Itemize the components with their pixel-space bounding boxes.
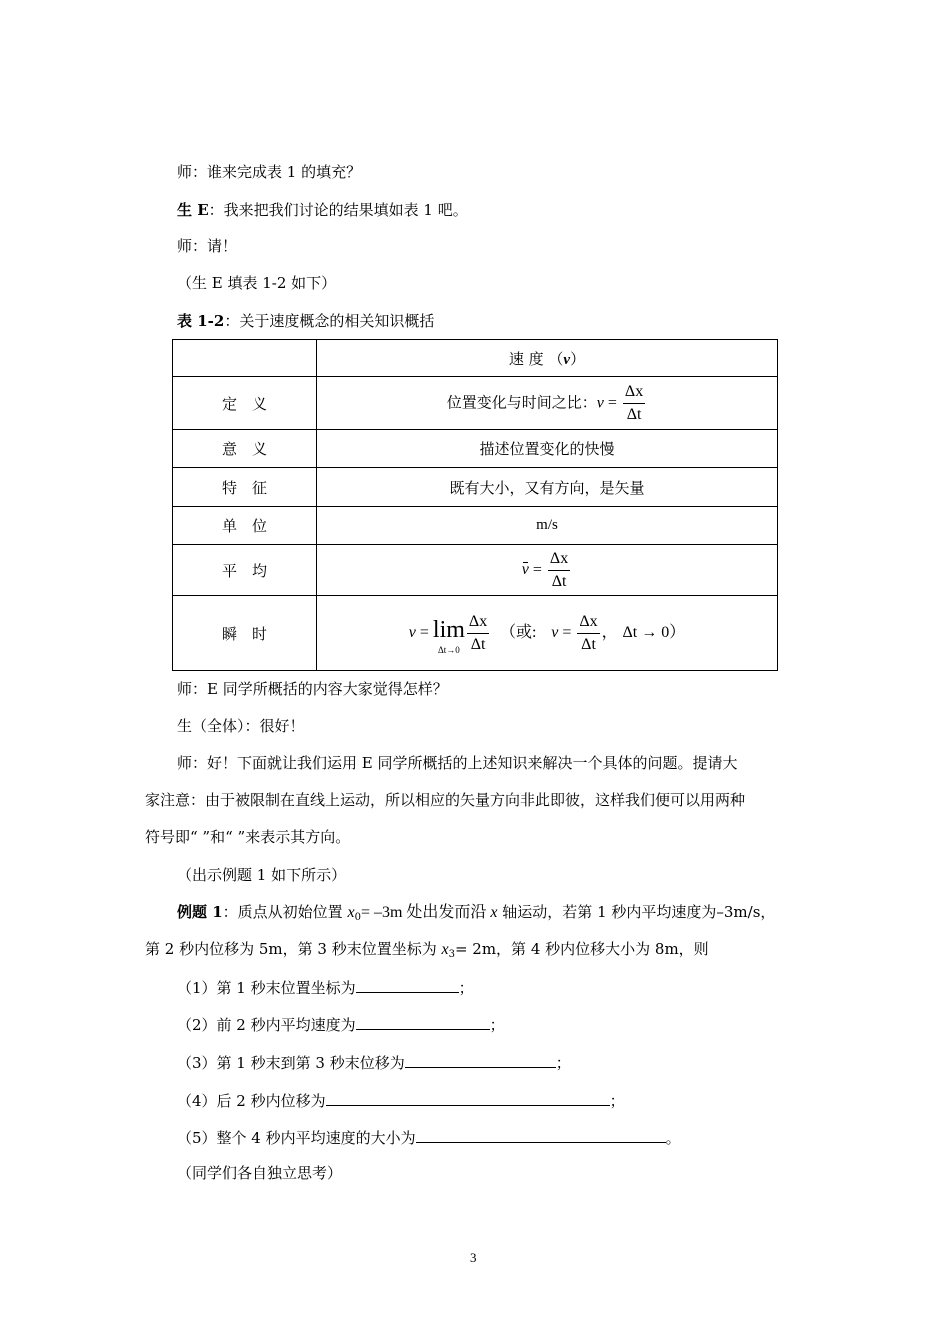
row-content xyxy=(317,545,778,596)
math-eq: = xyxy=(603,394,621,411)
text: 师：E 同学所概括的内容大家觉得怎样？ xyxy=(177,680,448,698)
example-1-line-1 xyxy=(177,902,775,928)
text: 轴运动，若第 1 秒内平均速度为–3m/s， xyxy=(497,903,776,921)
table-row-average xyxy=(173,545,778,596)
answer-blank[interactable] xyxy=(416,1126,666,1143)
table-row-definition xyxy=(173,377,778,430)
question-text: （3）第 1 秒末到第 3 秒末位移为 xyxy=(177,1054,405,1072)
question-4 xyxy=(177,1089,625,1111)
math-subscript: 0 xyxy=(354,912,361,923)
math-v-bar: v xyxy=(521,561,529,578)
caption-text: ：关于速度概念的相关知识概括 xyxy=(224,312,435,330)
punctuation: ； xyxy=(458,979,474,997)
table-caption xyxy=(177,311,434,331)
question-text: （1）第 1 秒末位置坐标为 xyxy=(177,979,356,997)
table-row-instantaneous xyxy=(173,596,778,671)
fraction-dx-dt xyxy=(467,612,489,655)
row-label: 单 位 xyxy=(173,507,317,545)
close-paren: ） xyxy=(669,624,686,641)
row-content: 描述位置变化的快慢 xyxy=(317,430,778,468)
table-row-feature xyxy=(173,468,778,507)
punctuation: ； xyxy=(555,1054,571,1072)
text: 生（全体）：很好！ xyxy=(177,717,305,735)
stage-direction-3 xyxy=(177,1163,342,1183)
denominator: Δt xyxy=(551,572,567,590)
row-label: 定 义 xyxy=(173,377,317,430)
header-velocity-cell xyxy=(317,340,778,377)
fraction-dx-dt xyxy=(548,549,570,592)
numerator: Δx xyxy=(623,382,645,404)
velocity-knowledge-table xyxy=(172,339,778,671)
math-x: x xyxy=(347,904,355,921)
lim-text: lim xyxy=(432,617,465,643)
text: 符号即“ ”和“ ”来表示其方向。 xyxy=(145,828,351,846)
dialogue-line-teacher-2 xyxy=(177,236,237,256)
text: 第 2 秒内位移为 5m，第 3 秒末位置坐标为 xyxy=(145,940,442,958)
row-label: 瞬 时 xyxy=(173,596,317,671)
or-open: （或: xyxy=(500,624,537,641)
header-symbol: v xyxy=(563,351,571,368)
caption-label: 表 1-2 xyxy=(177,312,225,330)
math-v: v xyxy=(596,394,604,411)
text: ：质点从初始位置 xyxy=(222,903,348,921)
punctuation: 。 xyxy=(665,1129,681,1147)
lim-subscript: Δt→0 xyxy=(438,645,460,655)
header-empty-cell xyxy=(173,340,317,377)
math-eq: = xyxy=(415,624,433,641)
answer-blank[interactable] xyxy=(326,1089,610,1106)
denominator: Δt xyxy=(626,405,642,423)
punctuation: ； xyxy=(489,1016,505,1034)
example-1-line-2 xyxy=(145,939,709,965)
math-x: x xyxy=(441,941,449,958)
answer-blank[interactable] xyxy=(356,1013,490,1030)
math-v: v xyxy=(551,624,559,641)
question-3 xyxy=(177,1051,571,1073)
row-content xyxy=(317,596,778,671)
text: = 2m，第 4 秒内位移大小为 8m，则 xyxy=(454,940,709,958)
text: （生 E 填表 1-2 如下） xyxy=(177,274,337,292)
text: 师：请！ xyxy=(177,237,238,255)
denominator: Δt xyxy=(470,635,486,653)
row-content: 既有大小，又有方向，是矢量 xyxy=(317,468,778,507)
header-label: 速 度 （ xyxy=(508,349,564,368)
math-eq: = xyxy=(528,561,546,578)
row-content xyxy=(317,377,778,430)
question-5 xyxy=(177,1126,681,1148)
question-text: （4）后 2 秒内位移为 xyxy=(177,1092,326,1110)
math-eq: = xyxy=(558,624,576,641)
row-label: 平 均 xyxy=(173,545,317,596)
dialogue-line-teacher-4c xyxy=(145,827,350,847)
question-1 xyxy=(177,976,474,998)
delta-t-to-zero: Δt → 0 xyxy=(622,624,670,641)
question-text: （5）整个 4 秒内平均速度的大小为 xyxy=(177,1129,416,1147)
text: 家注意：由于被限制在直线上运动，所以相应的矢量方向非此即彼，这样我们便可以用两种 xyxy=(145,791,746,809)
text: 师：谁来完成表 1 的填充？ xyxy=(177,163,362,181)
speaker-label: 生 E xyxy=(177,201,209,219)
math-x: x xyxy=(490,904,498,921)
row-label: 意 义 xyxy=(173,430,317,468)
page-number: 3 xyxy=(470,1250,477,1265)
table-row-meaning xyxy=(173,430,778,468)
limit-expression xyxy=(433,610,465,656)
numerator: Δx xyxy=(577,612,599,634)
row-label: 特 征 xyxy=(173,468,317,507)
question-2 xyxy=(177,1013,505,1035)
question-text: （2）前 2 秒内平均速度为 xyxy=(177,1016,356,1034)
stage-direction-2 xyxy=(177,865,346,885)
fraction-dx-dt xyxy=(577,612,599,655)
text: （同学们各自独立思考） xyxy=(177,1164,343,1182)
dialogue-line-student-e xyxy=(177,200,468,220)
content-text: 位置变化与时间之比： xyxy=(446,393,597,411)
header-close: ） xyxy=(570,349,586,368)
text: （出示例题 1 如下所示） xyxy=(177,866,347,884)
dialogue-line-teacher-3 xyxy=(177,679,448,699)
comma: ， xyxy=(601,624,618,641)
punctuation: ； xyxy=(609,1092,625,1110)
answer-blank[interactable] xyxy=(405,1051,556,1068)
dialogue-line-teacher-4b xyxy=(145,790,745,810)
row-content: m/s xyxy=(317,507,778,545)
numerator: Δx xyxy=(467,612,489,634)
example-label: 例题 1 xyxy=(177,903,223,921)
text: ：我来把我们讨论的结果填如表 1 吧。 xyxy=(208,201,468,219)
math-subscript: 3 xyxy=(448,949,455,960)
stage-direction-1 xyxy=(177,273,336,293)
dialogue-line-teacher-4a xyxy=(177,753,738,773)
denominator: Δt xyxy=(581,635,596,653)
text: 师：好！下面就让我们运用 E 同学所概括的上述知识来解决一个具体的问题。提请大 xyxy=(177,754,738,772)
dialogue-line-teacher-1 xyxy=(177,162,361,182)
dialogue-line-students xyxy=(177,716,305,736)
table-row-unit xyxy=(173,507,778,545)
math-v: v xyxy=(408,624,416,641)
fraction-dx-dt xyxy=(623,382,645,425)
numerator: Δx xyxy=(548,549,570,571)
answer-blank[interactable] xyxy=(356,976,459,993)
table-header-row xyxy=(173,340,778,377)
text: = –3m 处出发而沿 xyxy=(360,904,491,921)
